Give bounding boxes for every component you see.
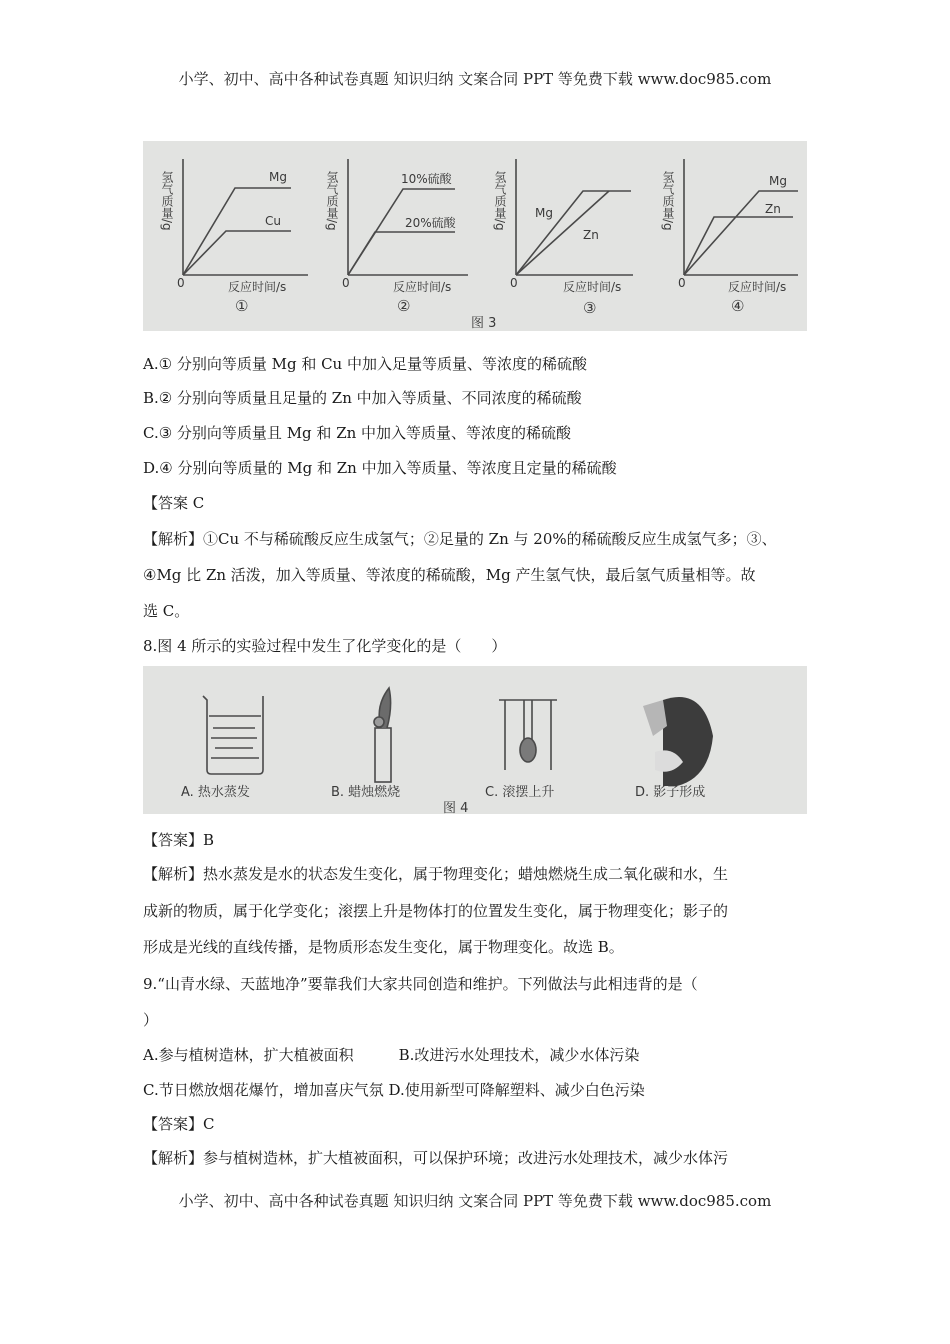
- graph2-label-10: 10%硫酸: [401, 172, 452, 186]
- figure4-item-a: A. 热水蒸发: [181, 785, 250, 800]
- q8-stem: 8.图 4 所示的实验过程中发生了化学变化的是（ ）: [143, 637, 507, 655]
- graph1-origin: 0: [177, 276, 185, 290]
- graph3-label-mg: Mg: [535, 206, 553, 220]
- q7-analysis-line1: 【解析】①Cu 不与稀硫酸反应生成氢气；②足量的 Zn 与 20%的稀硫酸反应生成氢气多；③、: [143, 530, 777, 548]
- q7-analysis-line3: 选 C。: [143, 602, 190, 620]
- q7-option-c: C.③ 分别向等质量且 Mg 和 Zn 中加入等质量、等浓度的稀硫酸: [143, 424, 572, 442]
- page-footer: 小学、初中、高中各种试卷真题 知识归纳 文案合同 PPT 等免费下载 www.doc985.com: [178, 1192, 772, 1210]
- graph4-xlabel: 反应时间/s: [728, 280, 787, 294]
- graph2-origin: 0: [342, 276, 350, 290]
- graph1-number: ①: [235, 297, 249, 315]
- q9-analysis-line1: 【解析】参与植树造林，扩大植被面积，可以保护环境；改进污水处理技术，减少水体污: [143, 1149, 729, 1167]
- figure4-item-c: C. 滚摆上升: [485, 785, 555, 800]
- q7-option-b: B.② 分别向等质量且足量的 Zn 中加入等质量、不同浓度的稀硫酸: [143, 389, 582, 407]
- q8-answer: 【答案】B: [143, 831, 215, 849]
- q7-answer: 【答案 C: [143, 494, 205, 512]
- graph3-xlabel: 反应时间/s: [563, 280, 622, 294]
- figure-3-graphs: [143, 141, 807, 331]
- graph1-label-mg: Mg: [269, 170, 287, 184]
- shadow-illustration: [643, 697, 713, 786]
- figure4-item-b: B. 蜡烛燃烧: [331, 785, 401, 800]
- q8-analysis-line3: 形成是光线的直线传播，是物质形态发生变化，属于物理变化。故选 B。: [143, 938, 624, 956]
- candle-illustration: [374, 688, 391, 782]
- q7-analysis-line2: ④Mg 比 Zn 活泼，加入等质量、等浓度的稀硫酸，Mg 产生氢气快，最后氢气质量相等。故: [143, 566, 756, 584]
- graph3-ylabel: 氢气质量/g: [493, 171, 507, 231]
- figure3-caption: 图 3: [471, 316, 497, 331]
- graph4-ylabel: 氢气质量/g: [661, 171, 675, 231]
- beaker-illustration: [203, 696, 263, 774]
- q9-answer: 【答案】C: [143, 1115, 215, 1133]
- graph4-line-mg: [684, 191, 798, 275]
- q8-analysis-line1: 【解析】热水蒸发是水的状态发生变化，属于物理变化；蜡烛燃烧生成二氧化碳和水，生: [143, 865, 729, 883]
- graph4-line-zn: [684, 217, 793, 275]
- graph4-number: ④: [731, 297, 745, 315]
- q7-option-a: A.① 分别向等质量 Mg 和 Cu 中加入足量等质量、等浓度的稀硫酸: [143, 355, 587, 373]
- figure-4-illustrations: [143, 666, 807, 814]
- figure-4: [143, 666, 807, 814]
- graph2-xlabel: 反应时间/s: [393, 280, 452, 294]
- q9-options-line1: A.参与植树造林，扩大植被面积 B.改进污水处理技术，减少水体污染: [143, 1046, 640, 1064]
- graph1-xlabel: 反应时间/s: [228, 280, 287, 294]
- graph1-line-cu: [183, 231, 291, 275]
- q9-stem-line1: 9.“山青水绿、天蓝地净”要靠我们大家共同创造和维护。下列做法与此相违背的是（: [143, 975, 698, 993]
- pendulum-illustration: [499, 700, 557, 770]
- graph4-origin: 0: [678, 276, 686, 290]
- graph3-origin: 0: [510, 276, 518, 290]
- graph1-ylabel: 氢气质量/g: [160, 171, 174, 231]
- graph2-label-20: 20%硫酸: [405, 216, 456, 230]
- graph3-line-mg: [516, 191, 631, 275]
- figure4-caption: 图 4: [443, 801, 469, 814]
- q9-options-line2: C.节日燃放烟花爆竹，增加喜庆气氛 D.使用新型可降解塑料、减少白色污染: [143, 1081, 645, 1099]
- graph2-line-20: [348, 232, 455, 275]
- graph3-label-zn: Zn: [583, 228, 599, 242]
- q9-stem-line2: ）: [143, 1011, 159, 1029]
- graph4-label-zn: Zn: [765, 202, 781, 216]
- graph2-ylabel: 氢气质量/g: [325, 171, 339, 231]
- page-header: 小学、初中、高中各种试卷真题 知识归纳 文案合同 PPT 等免费下载 www.doc985.com: [178, 70, 772, 88]
- graph1-label-cu: Cu: [265, 214, 281, 228]
- figure-3: [143, 141, 807, 331]
- graph4-label-mg: Mg: [769, 174, 787, 188]
- graph3-number: ③: [583, 299, 597, 317]
- q8-analysis-line2: 成新的物质，属于化学变化；滚摆上升是物体打的位置发生变化，属于物理变化；影子的: [143, 902, 729, 920]
- q7-option-d: D.④ 分别向等质量的 Mg 和 Zn 中加入等质量、等浓度且定量的稀硫酸: [143, 459, 617, 477]
- figure4-item-d: D. 影子形成: [635, 785, 706, 800]
- graph2-number: ②: [397, 297, 411, 315]
